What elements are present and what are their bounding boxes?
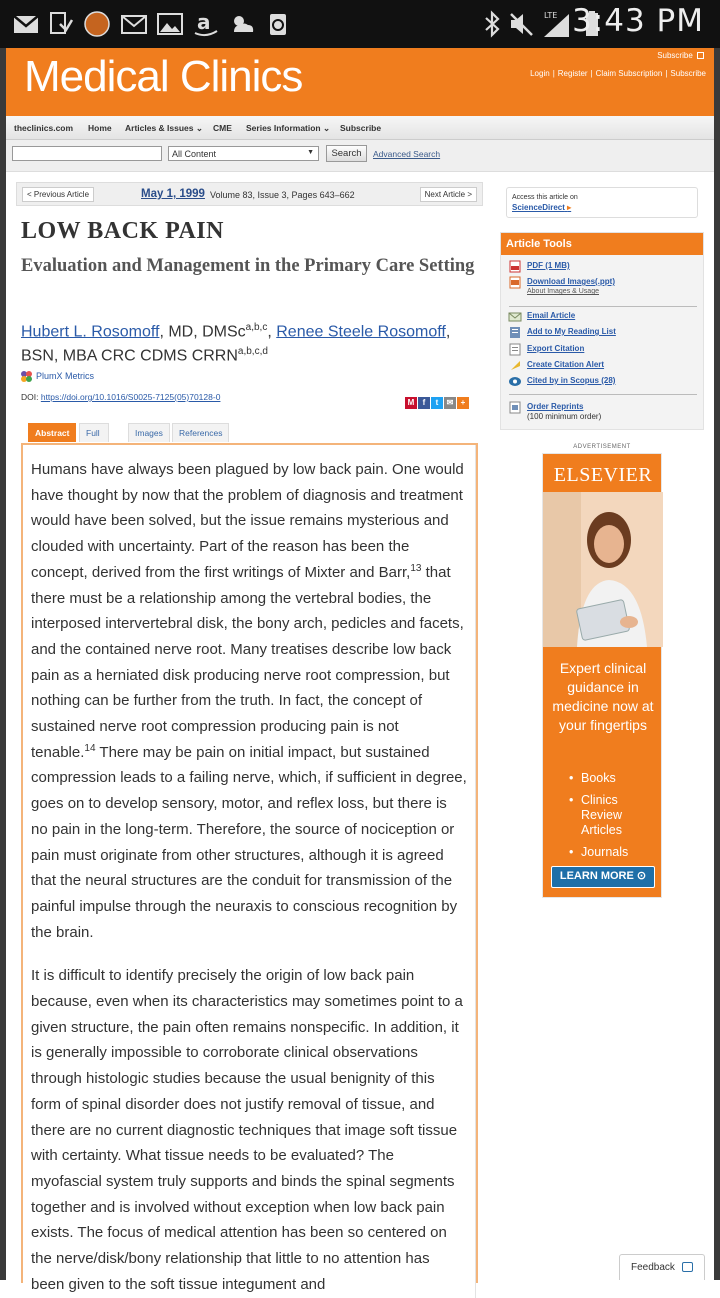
article-tools-panel	[500, 232, 704, 430]
subscribe-link[interactable]: Subscribe	[670, 69, 706, 78]
share-bar	[405, 392, 470, 407]
plumx-icon	[20, 370, 33, 383]
export-citation-icon	[509, 344, 521, 355]
email-share-icon[interactable]: ✉	[444, 397, 456, 409]
amazon-icon	[192, 10, 220, 38]
doi-link[interactable]: https://doi.org/10.1016/S0025-7125(05)70128-0	[40, 392, 221, 402]
nav-series-label: Series Information	[246, 123, 321, 133]
author-credentials: , MD, DMSc	[159, 323, 246, 341]
advertisement-banner[interactable]	[542, 453, 662, 898]
status-bar	[0, 0, 720, 48]
learn-more-button[interactable]	[551, 866, 655, 888]
rss-icon	[697, 52, 704, 59]
weather-icon	[228, 10, 256, 38]
abstract-paragraph	[31, 457, 467, 945]
abstract-text: that there must be a relationship among the vertebral bodies, the interposed intervertebral disk, the bony arch, pedicles and facets, and the contained nerve root. Many treatises describe low back pain as a herniated disk producing nerve root compression, but nothing can be further from the truth. In fact, the concept of sustained nerve root compression producing pain is not tenable.	[31, 563, 464, 761]
browser-page	[0, 48, 720, 1293]
author-link[interactable]: Hubert L. Rosomoff	[21, 323, 160, 341]
email-icon	[509, 311, 521, 322]
download-images-label: Download Images(.ppt)	[527, 277, 615, 286]
gmail-icon	[12, 10, 40, 38]
pdf-icon	[509, 261, 521, 272]
feedback-label: Feedback	[631, 1262, 675, 1273]
ad-feature-list	[569, 771, 661, 867]
scopus-label: Cited by in Scopus (28)	[527, 376, 616, 385]
ad-list-item: • Books	[569, 771, 661, 786]
export-citation-label: Export Citation	[527, 344, 585, 353]
search-button[interactable]: Search	[326, 145, 367, 162]
email-article-label: Email Article	[527, 311, 576, 320]
nav-articles-label: Articles & Issues	[125, 123, 194, 133]
sciencedirect-label: Access this article on	[512, 194, 578, 201]
next-article-button[interactable]: Next Article >	[420, 187, 477, 202]
doi-line	[21, 392, 220, 402]
about-images-link[interactable]: About Images & Usage	[527, 288, 599, 295]
author-separator: ,	[267, 323, 277, 341]
nav-home[interactable]: Home	[88, 123, 112, 133]
abstract-panel	[21, 443, 478, 1293]
ad-list-item: • Clinics Review Articles	[569, 793, 661, 838]
reading-list-icon	[509, 327, 521, 338]
claim-subscription-link[interactable]: Claim Subscription	[595, 69, 663, 78]
arrow-right-icon: ▸	[567, 203, 572, 212]
ad-list-item: • Journals	[569, 845, 661, 860]
app-icon	[83, 10, 111, 38]
plumx-metrics-link[interactable]	[20, 370, 94, 383]
chat-bubble-icon	[682, 1262, 693, 1272]
login-link[interactable]: Login	[530, 69, 550, 78]
tab-full-text[interactable]: Full	[79, 423, 109, 442]
volume-info: Volume 83, Issue 3, Pages 643–662	[210, 190, 355, 200]
tab-abstract[interactable]: Abstract	[28, 423, 76, 442]
search-scope-value: All Content	[172, 149, 217, 159]
header-subscribe-link[interactable]	[657, 51, 704, 60]
reference-link[interactable]: 13	[410, 562, 422, 574]
affiliation-superscript[interactable]: a,b,c	[245, 322, 268, 333]
reprints-icon	[509, 402, 521, 413]
abstract-paragraph: It is difficult to identify precisely the origin of low back pain because, even when its characteristics may sometimes point to a given structure, the pain often remains nonspecific. In addition, it is generally impossible to corroborate clinical observations through histologic studies because the usual benignity of this form of spinal disorder does not justify removal of tissue, and there are no current diagnostic techniques that image soft tissue with certainty. What tissue needs to be evaluated? The myofascial system truly supports and binds the spinal segments together and is involved without exception when low back pain exists. The focus of medical attention has been so centered on the nerve/disk/bony relationship that little to no attention has been given to the soft tissue integument and	[31, 967, 463, 1293]
signal-icon	[542, 10, 572, 38]
issue-date-link[interactable]: May 1, 1999	[141, 188, 205, 200]
register-link[interactable]: Register	[557, 69, 588, 78]
bell-icon	[509, 360, 521, 371]
ad-brand: ELSEVIER	[553, 464, 653, 486]
ppt-icon	[509, 277, 521, 288]
article-tools-heading: Article Tools	[501, 233, 703, 255]
affiliation-superscript[interactable]: a,b,c,d	[237, 346, 268, 358]
ad-photo-woman-tablet	[543, 492, 663, 647]
learn-more-label: LEARN MORE	[559, 870, 634, 882]
nav-series-information[interactable]	[246, 123, 330, 134]
gallery-icon	[156, 10, 184, 38]
twitter-icon[interactable]: t	[431, 397, 443, 409]
svg-text:a: a	[197, 10, 211, 34]
site-container	[6, 48, 714, 1293]
search-bar	[6, 140, 714, 172]
search-scope-select[interactable]	[168, 146, 319, 161]
plumx-label: PlumX Metrics	[36, 370, 95, 381]
abstract-body	[23, 445, 476, 1298]
account-links: Login | Register | Claim Subscription | Subscribe	[530, 69, 706, 78]
citation-alert-label: Create Citation Alert	[527, 360, 605, 369]
reference-link[interactable]: 14	[84, 742, 96, 754]
scopus-icon	[509, 376, 521, 387]
author-link[interactable]: Renee Steele Rosomoff	[276, 323, 446, 341]
sciencedirect-link-label: ScienceDirect	[512, 203, 565, 212]
pdf-link-label: PDF (1 MB)	[527, 261, 570, 270]
site-header	[6, 48, 714, 116]
svg-text:LTE: LTE	[544, 11, 558, 20]
main-nav	[6, 116, 714, 140]
order-reprints-label: Order Reprints	[527, 402, 584, 411]
mute-icon	[507, 10, 535, 38]
tab-references[interactable]: References	[172, 423, 229, 442]
chevron-down-icon: ⌄	[323, 123, 331, 133]
article-title: LOW BACK PAIN	[21, 218, 224, 244]
feedback-button[interactable]	[619, 1254, 705, 1280]
bluetooth-icon	[478, 10, 506, 38]
ad-headline: Expert clinical guidance in medicine now at your fingertips	[552, 660, 654, 733]
site-logo[interactable]: Medical Clinics	[24, 52, 303, 101]
divider	[509, 306, 697, 307]
mail-icon	[120, 10, 148, 38]
advanced-search-link[interactable]: Advanced Search	[373, 149, 441, 159]
reprints-note: (100 minimum order)	[527, 412, 602, 421]
arrow-circle-icon: ⊙	[636, 870, 647, 882]
abstract-text: Humans have always been plagued by low back pain. One would have thought by now that the problem of diagnosis and treatment would have been solved, but the issue remains mysterious and clouded with uncertainty. Part of the reason has been the concept, derived from the first writings of Mixter and Barr,	[31, 461, 464, 581]
chevron-down-icon: ⌄	[195, 123, 204, 133]
abstract-text: There may be pain on initial impact, but sustained compression leads to a failing nerve, which, if sufficient in degree, goes on to develop sensory, motor, and reflex loss, but there is no pain in the long-term. Therefore, the source of nociception or pain must originate from other structures, although it is agreed that the neural structures are the conduit for transmission of the painful impulse through the neuraxis to conscious recognition by the brain.	[31, 743, 467, 941]
add-reading-list-label: Add to My Reading List	[527, 327, 616, 336]
download-icon	[46, 10, 74, 38]
article-navigation	[16, 182, 483, 206]
mendeley-icon[interactable]: M	[405, 397, 417, 409]
sciencedirect-box	[506, 187, 698, 218]
previous-article-button[interactable]: < Previous Article	[22, 187, 94, 202]
tab-images[interactable]: Images	[128, 423, 170, 442]
doi-label: DOI:	[21, 392, 41, 402]
article-subtitle: Evaluation and Management in the Primary Care Setting	[21, 256, 475, 276]
dropdown-arrow-icon: ▼	[307, 149, 314, 156]
author-list	[21, 318, 481, 367]
clock: 3:43 PM	[572, 3, 704, 39]
divider	[509, 394, 697, 395]
nav-subscribe[interactable]: Subscribe	[340, 123, 382, 133]
advertisement-label: ADVERTISEMENT	[573, 444, 631, 450]
facebook-icon[interactable]: f	[418, 397, 430, 409]
nav-theclinics[interactable]: theclinics.com	[14, 123, 74, 133]
search-input[interactable]	[12, 146, 162, 161]
author-credentials: , BSN, MBA CRC CDMS CRRN	[21, 323, 451, 365]
recycle-icon	[264, 10, 292, 38]
nav-articles-issues[interactable]	[125, 123, 203, 134]
sciencedirect-link[interactable]	[512, 203, 571, 212]
header-subscribe-label: Subscribe	[657, 51, 693, 60]
nav-cme[interactable]: CME	[213, 123, 232, 133]
more-share-icon[interactable]: +	[457, 397, 469, 409]
